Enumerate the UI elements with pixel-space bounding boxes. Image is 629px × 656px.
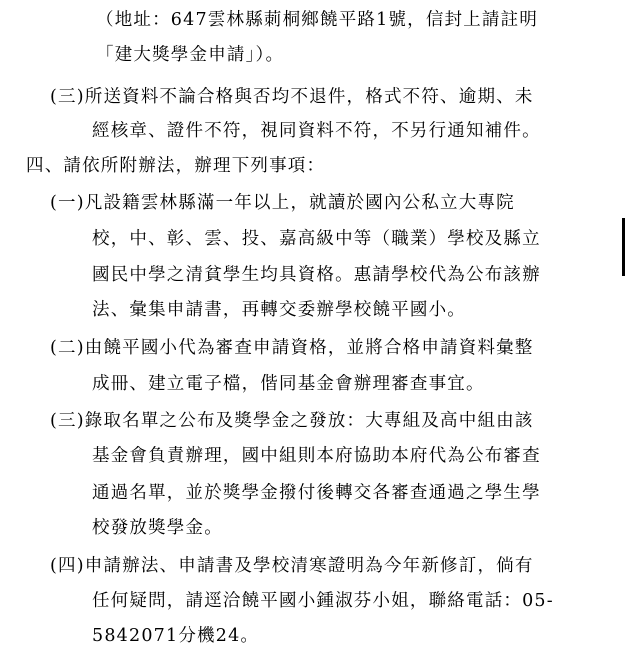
margin-bar [622,218,625,276]
section-4-item-3-line-1: (三)錄取名單之公布及獎學金之發放：大專組及高中組由該 [50,411,534,431]
address-note-line: 「建大獎學金申請」）。 [96,45,285,65]
section-4-item-4-line-1: (四)申請辦法、申請書及學校清寒證明為今年新修訂，倘有 [50,556,534,576]
section-4-heading: 四、請依所附辦法，辦理下列事項： [26,156,326,176]
section-4-item-3-line-4: 校發放獎學金。 [92,518,223,538]
section-4-item-2-line-1: (二)由饒平國小代為審查申請資格，並將合格申請資料彙整 [50,338,534,358]
section-4-item-1-line-3: 國民中學之清貧學生均具資格。惠請學校代為公布該辦 [92,265,541,285]
item-3-line-1: (三)所送資料不論合格與否均不退件，格式不符、逾期、未 [50,87,534,107]
section-4-item-4-line-3: 5842071分機24。 [92,626,260,646]
section-4-item-4-line-2: 任何疑問，請逕洽饒平國小鍾淑芬小姐，聯絡電話：05- [92,591,554,611]
section-4-item-3-line-2: 基金會負責辦理，國中組則本府協助本府代為公布審查 [92,446,541,466]
section-4-item-3-line-3: 通過名單，並於獎學金撥付後轉交各審查通過之學生學 [92,483,541,503]
section-4-item-1-line-4: 法、彙集申請書，再轉交委辦學校饒平國小。 [92,300,466,320]
section-4-item-1-line-1: (一)凡設籍雲林縣滿一年以上，就讀於國內公私立大專院 [50,193,515,213]
section-4-item-1-line-2: 校，中、彰、雲、投、嘉高級中等（職業）學校及縣立 [92,229,541,249]
address-line: （地址：647雲林縣莿桐鄉饒平路1號，信封上請註明 [96,10,539,30]
section-4-item-2-line-2: 成冊、建立電子檔，偕同基金會辦理審查事宜。 [92,374,485,394]
item-3-line-2: 經核章、證件不符，視同資料不符，不另行通知補件。 [92,121,541,141]
